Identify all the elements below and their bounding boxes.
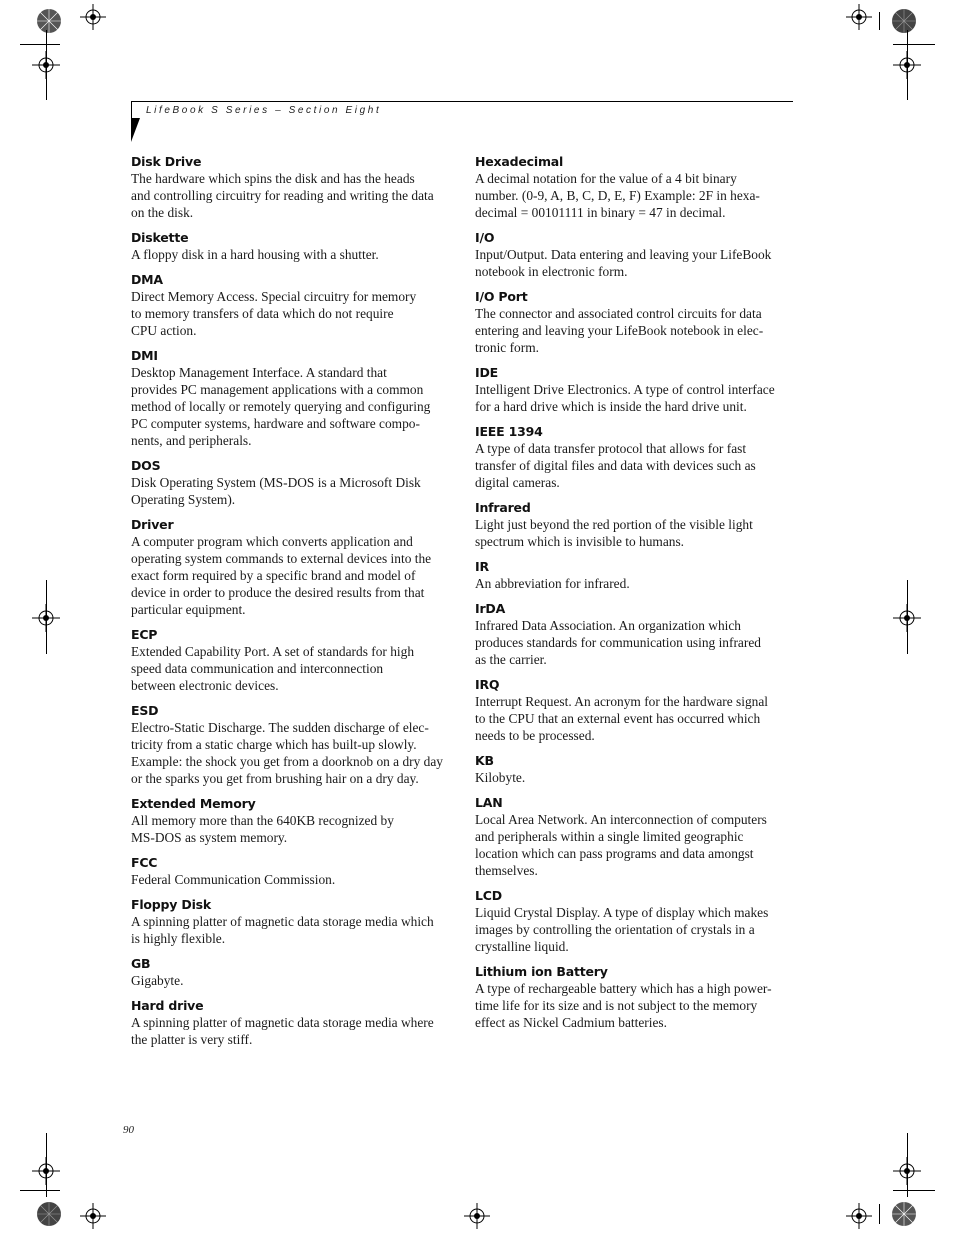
glossary-term: I/O Port	[475, 289, 528, 304]
glossary-term: IDE	[475, 365, 498, 380]
glossary-entry	[131, 702, 449, 787]
glossary-definition: Input/Output. Data entering and leaving your LifeBook notebook in electronic form.	[475, 247, 772, 279]
glossary-entry	[131, 997, 449, 1048]
crop-line	[46, 580, 47, 654]
glossary-entry	[475, 153, 793, 221]
glossary-definition: Disk Operating System (MS-DOS is a Microsoft Disk Operating System).	[131, 475, 421, 507]
glossary-definition: Direct Memory Access. Special circuitry for memory to memory transfers of data which do not require CPU action.	[131, 289, 417, 338]
glossary-entry	[131, 896, 449, 947]
glossary-definition: Gigabyte.	[131, 973, 184, 988]
glossary-definition: Local Area Network. An interconnection of computers and peripherals within a single limited geographic location which can pass programs and data amongst themselves.	[475, 812, 767, 878]
glossary-term: Disk Drive	[131, 154, 202, 169]
glossary-left-column	[131, 153, 449, 1056]
glossary-entry	[475, 794, 793, 879]
glossary-entry	[131, 516, 449, 618]
glossary-term: GB	[131, 956, 151, 971]
glossary-definition: A decimal notation for the value of a 4 bit binary number. (0-9, A, B, C, D, E, F) Example: 2F in hexa- decimal = 00101111 in binary = 47 in decimal.	[475, 171, 760, 220]
glossary-entry	[131, 955, 449, 989]
color-wheel-icon	[891, 1201, 917, 1227]
glossary-term: Hexadecimal	[475, 154, 564, 169]
glossary-definition: Extended Capability Port. A set of standards for high speed data communication and interconnection between electronic devices.	[131, 644, 415, 693]
glossary-entry	[131, 271, 449, 339]
glossary-definition: A floppy disk in a hard housing with a shutter.	[131, 247, 379, 262]
registration-crosshair-icon	[846, 1203, 872, 1229]
glossary-term: Lithium ion Battery	[475, 964, 608, 979]
glossary-entry	[475, 600, 793, 668]
glossary-term: IrDA	[475, 601, 506, 616]
glossary-entry	[131, 626, 449, 694]
glossary-term: Extended Memory	[131, 796, 256, 811]
glossary-definition: A computer program which converts application and operating system commands to external devices into the exact form required by a specific brand and model of device in order to produce the desired results from that particular equipment.	[131, 534, 432, 617]
crop-line	[879, 12, 880, 30]
glossary-definition: Intelligent Drive Electronics. A type of control interface for a hard drive which is inside the hard drive unit.	[475, 382, 775, 414]
crop-line	[907, 30, 908, 100]
glossary-term: IR	[475, 559, 489, 574]
glossary-entry	[131, 795, 449, 846]
glossary-term: Driver	[131, 517, 174, 532]
glossary-entry	[475, 752, 793, 786]
glossary-entry	[131, 153, 449, 221]
glossary-definition: Federal Communication Commission.	[131, 872, 336, 887]
glossary-entry	[131, 347, 449, 449]
crop-line	[907, 1133, 908, 1197]
glossary-definition: All memory more than the 640KB recognized by MS-DOS as system memory.	[131, 813, 394, 845]
glossary-entry	[475, 499, 793, 550]
crop-line	[893, 1190, 935, 1191]
glossary-definition: Liquid Crystal Display. A type of display which makes images by controlling the orientation of crystals in a crystalline liquid.	[475, 905, 769, 954]
glossary-definition: Electro-Static Discharge. The sudden discharge of elec- tricity from a static charge which has built-up slowly. Example: the shock you get from a doorknob on a dry day or the sparks you get from brushing hair on a dry day.	[131, 720, 443, 786]
crop-line	[46, 30, 47, 100]
glossary-term: DMA	[131, 272, 163, 287]
glossary-entry	[475, 676, 793, 744]
glossary-entry	[475, 364, 793, 415]
glossary-term: ESD	[131, 703, 159, 718]
registration-crosshair-icon	[80, 1203, 106, 1229]
page-number: 90	[123, 1124, 134, 1136]
crop-line	[46, 1133, 47, 1197]
glossary-definition: Kilobyte.	[475, 770, 526, 785]
glossary-entry	[131, 229, 449, 263]
crop-line	[20, 1190, 60, 1191]
glossary-term: DMI	[131, 348, 158, 363]
glossary-term: KB	[475, 753, 494, 768]
registration-crosshair-icon	[464, 1203, 490, 1229]
glossary-definition: Infrared Data Association. An organization which produces standards for communication using infrared as the carrier.	[475, 618, 761, 667]
running-head: LifeBook S Series – Section Eight	[146, 105, 382, 116]
registration-crosshair-icon	[80, 4, 106, 30]
glossary-definition: A spinning platter of magnetic data storage media where the platter is very stiff.	[131, 1015, 434, 1047]
color-wheel-icon	[891, 8, 917, 34]
glossary-definition: Interrupt Request. An acronym for the hardware signal to the CPU that an external event has occurred which needs to be processed.	[475, 694, 769, 743]
glossary-entry	[475, 558, 793, 592]
glossary-term: Hard drive	[131, 998, 204, 1013]
color-wheel-icon	[36, 1201, 62, 1227]
glossary-entry	[131, 854, 449, 888]
glossary-term: DOS	[131, 458, 161, 473]
glossary-right-column	[475, 153, 793, 1039]
color-wheel-icon	[36, 8, 62, 34]
glossary-term: LCD	[475, 888, 502, 903]
glossary-term: IRQ	[475, 677, 500, 692]
glossary-term: Infrared	[475, 500, 531, 515]
glossary-definition: The hardware which spins the disk and has the heads and controlling circuitry for reading and writing the data on the disk.	[131, 171, 434, 220]
glossary-entry	[475, 423, 793, 491]
glossary-term: IEEE 1394	[475, 424, 543, 439]
crop-line	[20, 44, 60, 45]
glossary-definition: A spinning platter of magnetic data storage media which is highly flexible.	[131, 914, 434, 946]
glossary-entry	[131, 457, 449, 508]
crop-line	[879, 1204, 880, 1224]
glossary-definition: The connector and associated control circuits for data entering and leaving your LifeBook notebook in elec- tronic form.	[475, 306, 764, 355]
glossary-definition: An abbreviation for infrared.	[475, 576, 630, 591]
glossary-entry	[475, 288, 793, 356]
glossary-definition: A type of rechargeable battery which has a high power- time life for its size and is not subject to the memory effect as Nickel Cadmium batteries.	[475, 981, 772, 1030]
crop-line	[907, 580, 908, 654]
header-tab-marker	[131, 118, 140, 142]
glossary-entry	[475, 887, 793, 955]
glossary-definition: Desktop Management Interface. A standard that provides PC management applications with a common method of locally or remotely querying and configuring PC computer systems, hardware and software compo- nents, and peripherals.	[131, 365, 431, 448]
glossary-term: Diskette	[131, 230, 189, 245]
glossary-definition: A type of data transfer protocol that allows for fast transfer of digital files and data with devices such as digital cameras.	[475, 441, 756, 490]
glossary-term: LAN	[475, 795, 503, 810]
glossary-entry	[475, 963, 793, 1031]
glossary-term: I/O	[475, 230, 495, 245]
glossary-term: Floppy Disk	[131, 897, 212, 912]
glossary-term: FCC	[131, 855, 158, 870]
header-rule	[131, 101, 793, 102]
glossary-term: ECP	[131, 627, 158, 642]
registration-crosshair-icon	[846, 4, 872, 30]
crop-line	[893, 44, 935, 45]
glossary-entry	[475, 229, 793, 280]
glossary-definition: Light just beyond the red portion of the visible light spectrum which is invisible to humans.	[475, 517, 753, 549]
